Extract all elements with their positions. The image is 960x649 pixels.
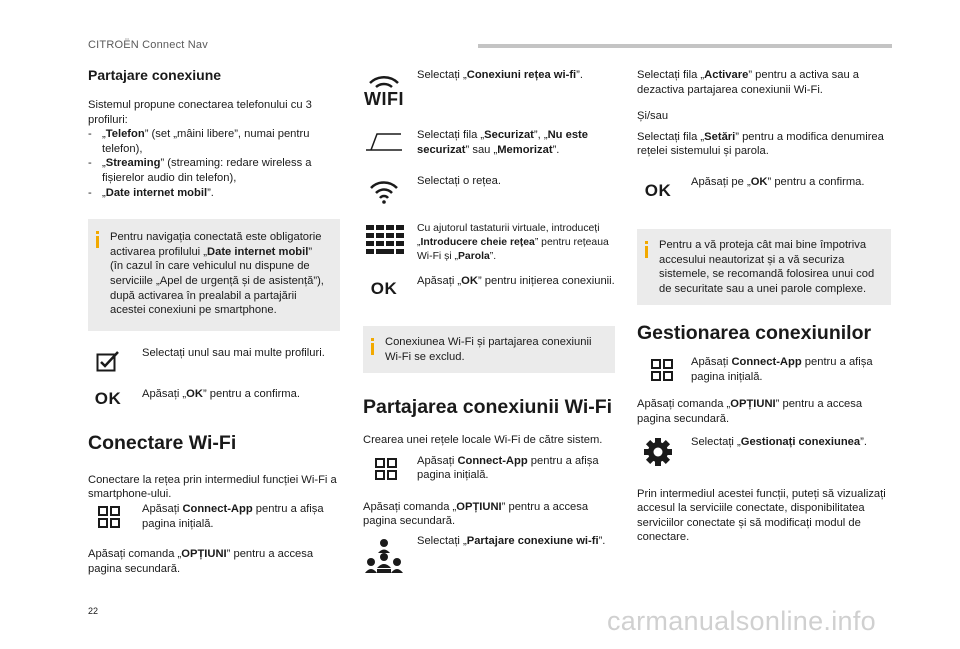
paragraph-activate: Selectați fila „Activare” pentru a activa sau a dezactiva partajarea conexiunii Wi-Fi.	[637, 69, 860, 96]
paragraph-and-or: Și/sau	[637, 110, 669, 123]
apps-grid-icon	[647, 355, 677, 385]
column-2	[363, 68, 615, 578]
ok-icon: OK	[644, 180, 672, 200]
lock-tab-icon	[363, 128, 405, 154]
paragraph-options: Apăsați comanda „OPȚIUNI” pentru a accesa pagina secundară.	[637, 398, 863, 425]
info-icon	[96, 231, 99, 248]
page-number: 22	[88, 606, 99, 616]
gear-icon	[637, 435, 679, 469]
keyboard-icon	[363, 222, 407, 258]
step-ok-confirm: OK Apăsați „OK” pentru a confirma.	[88, 387, 340, 417]
column-1	[88, 66, 340, 585]
wifi-signal-icon	[363, 174, 405, 208]
step-ok-connect: OK Apăsați „OK” pentru inițierea conexiunii.	[363, 274, 615, 318]
watermark: carmanualsonline.info	[607, 606, 876, 636]
step-connect-app: Apăsați Connect-App pentru a afișa pagina inițială.	[88, 502, 340, 536]
paragraph-intro: Sistemul propune conectarea telefonului cu 3 profiluri:	[88, 99, 312, 126]
step-wifi-networks: WIFI Selectați „Conexiuni rețea wi-fi”.	[363, 68, 615, 120]
paragraph-options: Apăsați comanda „OPȚIUNI” pentru a accesa pagina secundară.	[88, 547, 314, 575]
running-header: CITROËN Connect Nav	[88, 39, 208, 51]
apps-grid-icon	[96, 502, 122, 532]
list-item-streaming: - „Streaming” (streaming: redare wireless a fișierelor audio din telefon),	[88, 156, 340, 185]
info-box-exclusive: Conexiunea Wi-Fi și partajarea conexiunii Wi-Fi se exclud.	[363, 326, 615, 373]
info-icon	[645, 241, 648, 258]
step-ok-confirm: OK Apăsați pe „OK” pentru a confirma.	[637, 175, 891, 219]
step-connect-app: Apăsați Connect-App pentru a afișa pagina inițială.	[637, 355, 891, 393]
paragraph-wifi-intro: Conectare la rețea prin intermediul funcției Wi-Fi a smartphone-ului.	[88, 473, 337, 501]
step-select-profiles: Selectați unul sau mai multe profiluri.	[88, 346, 340, 380]
ok-icon: OK	[94, 389, 122, 409]
section-title-partajare: Partajare conexiune	[88, 67, 222, 83]
section-title-manage: Gestionarea conexiunilor	[637, 322, 872, 345]
list-item-date: - „Date internet mobil”.	[88, 186, 340, 201]
ok-icon: OK	[370, 278, 398, 298]
column-3	[637, 68, 891, 554]
step-keyboard: Cu ajutorul tastaturii virtuale, introduceți „Introducere cheie rețea” pentru rețeaua Wi-Fi și „Parola”.	[363, 222, 615, 270]
info-box-navigation: Pentru navigația conectată este obligatorie activarea profilului „Date internet mobil” (în cazul în care vehiculul nu dispune de serviciile „Apel de urgență și de asistență”), după activarea în prealabil a partajării acestei conexiuni pe smartphone.	[88, 219, 340, 331]
step-select-network: Selectați o rețea.	[363, 174, 615, 216]
list-item-telefon: - „Telefon” (set „mâini libere”, numai pentru telefon),	[88, 127, 340, 156]
step-manage-connection: Selectați „Gestionați conexiunea”.	[637, 435, 891, 475]
header-rule	[478, 44, 892, 48]
step-security-tab: Selectați fila „Securizat”, „Nu este securizat” sau „Memorizat”.	[363, 128, 615, 168]
paragraph-options: Apăsați comanda „OPȚIUNI” pentru a accesa pagina secundară.	[363, 500, 589, 528]
step-share-wifi: Selectați „Partajare conexiune wi-fi”.	[363, 534, 615, 578]
step-connect-app: Apăsați Connect-App pentru a afișa pagina inițială.	[363, 454, 615, 492]
checkbox-tick-icon	[88, 346, 128, 376]
info-icon	[371, 338, 374, 355]
wifi-text-icon: WIFI	[363, 68, 405, 114]
paragraph-outro: Prin intermediul acestei funcții, puteți să vizualizați accesul la serviciile conectate, disponibilitatea serviciilor conectate și să modificați modul de conectare.	[637, 487, 886, 544]
paragraph-settings: Selectați fila „Setări” pentru a modifica denumirea rețelei sistemului și parola.	[637, 130, 884, 158]
users-share-icon	[363, 534, 405, 578]
info-box-security: Pentru a vă proteja cât mai bine împotriva accesului neautorizat și a vă securiza sistemele, se recomandă folosirea unui cod de securitate sau a unei parole complexe.	[637, 229, 891, 305]
paragraph-sharing-intro: Crearea unei rețele locale Wi-Fi de către sistem.	[363, 434, 603, 447]
section-title-wifi: Conectare Wi-Fi	[88, 431, 237, 454]
apps-grid-icon	[371, 454, 401, 484]
section-title-wifi-sharing: Partajarea conexiunii Wi-Fi	[363, 396, 613, 419]
